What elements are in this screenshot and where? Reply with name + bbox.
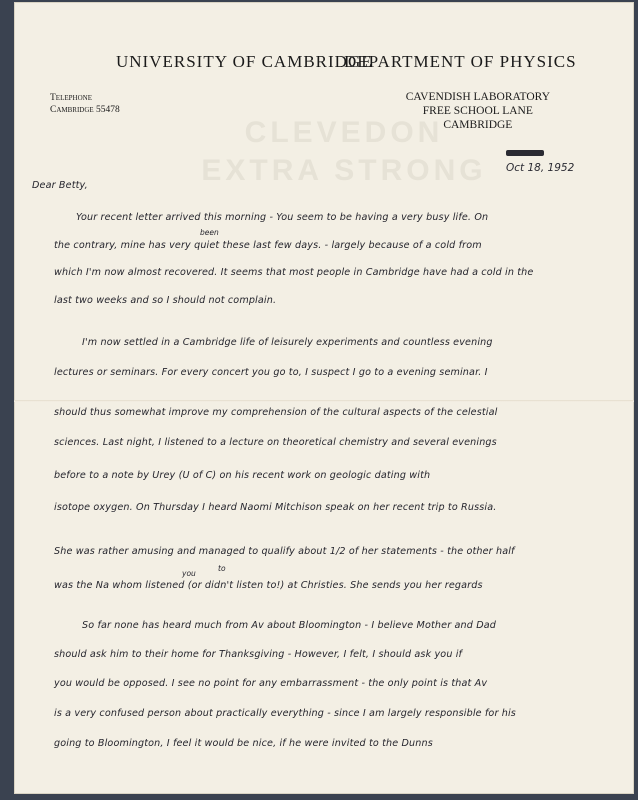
- letter-line-5: I'm now settled in a Cambridge life of leisurely experiments and countless evening: [82, 337, 493, 348]
- letter-line-1: Your recent letter arrived this morning - You seem to be having a very busy life. On: [76, 212, 489, 223]
- letter-line-16: is a very confused person about practically everything - since I am largely responsible for his: [54, 708, 516, 719]
- letter-line-2: the contrary, mine has very quiet these last few days. - largely because of a cold from: [54, 240, 482, 251]
- letter-line-7: should thus somewhat improve my comprehension of the cultural aspects of the celestial: [54, 407, 498, 418]
- letterhead-university: UNIVERSITY OF CAMBRIDGE: [116, 52, 373, 71]
- telephone-label: Telephone: [50, 93, 92, 103]
- letterhead-department: DEPARTMENT OF PHYSICS: [344, 52, 577, 71]
- paper-fold: [14, 400, 634, 402]
- watermark-line-1: CLEVEDON: [244, 116, 444, 149]
- address-line-2: FREE SCHOOL LANE: [422, 105, 533, 117]
- letter-line-9: before to a note by Urey (U of C) on his recent work on geologic dating with: [54, 470, 431, 481]
- letter-line-10: isotope oxygen. On Thursday I heard Naomi Mitchison speak on her recent trip to Russia.: [54, 502, 497, 513]
- letter-page: [14, 2, 634, 794]
- insertion-been: been: [200, 228, 219, 237]
- letter-line-4: last two weeks and so I should not complain.: [54, 295, 277, 306]
- letter-date: Oct 18, 1952: [506, 162, 575, 174]
- watermark-line-2: EXTRA STRONG: [201, 154, 487, 187]
- letter-line-13: So far none has heard much from Av about Bloomington - I believe Mother and Dad: [82, 620, 496, 631]
- letter-line-6: lectures or seminars. For every concert you go to, I suspect I go to a evening seminar. I: [54, 367, 488, 378]
- date-strikethrough: [506, 150, 544, 156]
- insertion-to: to: [218, 564, 226, 573]
- telephone-number: Cambridge 55478: [50, 105, 120, 115]
- paper-watermark: [194, 114, 494, 190]
- letterhead-telephone: [50, 92, 120, 116]
- letter-line-14: should ask him to their home for Thanksgiving - However, I felt, I should ask you if: [54, 649, 463, 660]
- letter-line-3: which I'm now almost recovered. It seems that most people in Cambridge have had a cold in the: [54, 267, 534, 278]
- letter-line-15: you would be opposed. I see no point for any embarrassment - the only point is that Av: [54, 678, 488, 689]
- letter-line-8: sciences. Last night, I listened to a lecture on theoretical chemistry and several evenings: [54, 437, 497, 448]
- letter-line-12: was the Na whom listened (or didn't listen to!) at Christies. She sends you her regards: [54, 580, 483, 591]
- salutation: Dear Betty,: [32, 180, 88, 191]
- letter-line-11: She was rather amusing and managed to qualify about 1/2 of her statements - the other half: [54, 546, 515, 557]
- address-line-1: CAVENDISH LABORATORY: [405, 91, 550, 103]
- letter-line-17: going to Bloomington, I feel it would be nice, if he were invited to the Dunns: [54, 738, 433, 749]
- address-line-3: CAMBRIDGE: [443, 119, 513, 131]
- insertion-you: you: [182, 569, 196, 578]
